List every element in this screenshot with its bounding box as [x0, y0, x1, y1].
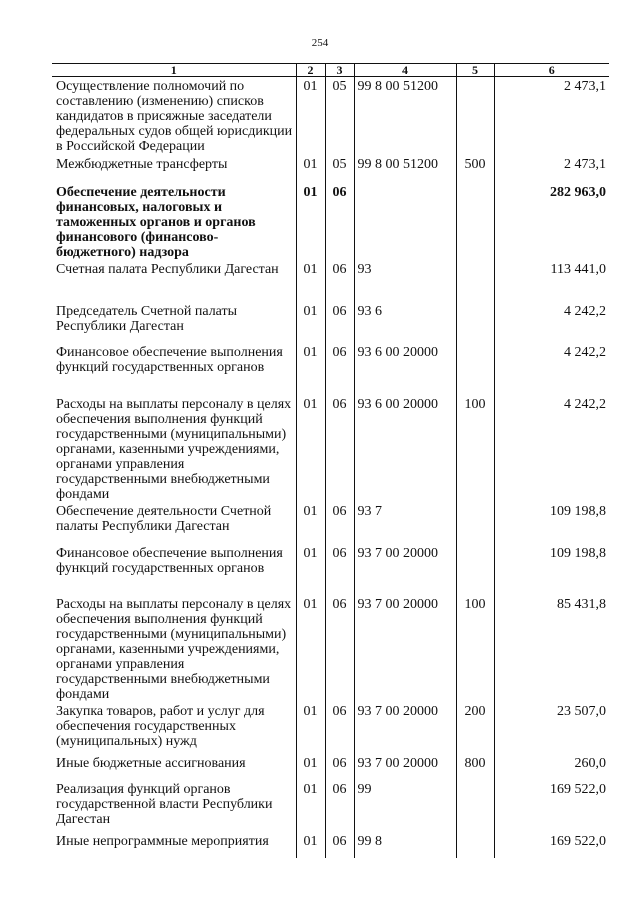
- target-article-code: 93 7 00 20000: [354, 702, 456, 754]
- subsection-code: 06: [325, 302, 354, 343]
- section-code: 01: [296, 832, 325, 858]
- table-row: [52, 832, 609, 858]
- target-article-code: 93 6: [354, 302, 456, 343]
- table-row: [52, 302, 609, 343]
- amount: 85 431,8: [494, 595, 609, 702]
- budget-table: [52, 63, 609, 858]
- table-row: [52, 155, 609, 183]
- target-article-code: 93 6 00 20000: [354, 343, 456, 395]
- expense-type-code: [456, 77, 494, 155]
- row-name: Осуществление полномочий по составлению (изменению) списков кандидатов в присяжные заседатели федеральных судов общей юрисдикции в Российской Федерации: [56, 79, 293, 154]
- table-row: [52, 260, 609, 302]
- amount: 2 473,1: [494, 77, 609, 155]
- section-code: 01: [296, 595, 325, 702]
- section-code: 01: [296, 754, 325, 780]
- table-header-row: [52, 64, 609, 77]
- section-code: 01: [296, 183, 325, 260]
- table-row: [52, 183, 609, 260]
- table-row: [52, 702, 609, 754]
- amount: 113 441,0: [494, 260, 609, 302]
- subsection-code: 06: [325, 544, 354, 595]
- section-code: 01: [296, 302, 325, 343]
- section-code: 01: [296, 395, 325, 502]
- amount: 23 507,0: [494, 702, 609, 754]
- subsection-code: 06: [325, 260, 354, 302]
- section-code: 01: [296, 260, 325, 302]
- header-col-4: 4: [354, 64, 456, 77]
- table-body: [52, 77, 609, 858]
- row-name: Расходы на выплаты персоналу в целях обеспечения выполнения функций государственными (муниципальными) органами, казенными учреждениями, органами управления государственными внебюджетными фондами: [56, 596, 292, 702]
- expense-type-code: 800: [456, 754, 494, 780]
- page-number: 254: [311, 37, 329, 49]
- section-code: 01: [296, 702, 325, 754]
- section-code: 01: [296, 77, 325, 155]
- expense-type-code: 100: [456, 395, 494, 502]
- table-row: [52, 343, 609, 395]
- subsection-code: 06: [325, 754, 354, 780]
- expense-type-code: [456, 260, 494, 302]
- row-name: Расходы на выплаты персоналу в целях обеспечения выполнения функций государственными (муниципальными) органами, казенными учреждениями, органами управления государственными внебюджетными фондами: [56, 396, 292, 502]
- table-row: [52, 595, 609, 702]
- section-code: 01: [296, 780, 325, 832]
- subsection-code: 05: [325, 155, 354, 183]
- subsection-code: 06: [325, 183, 354, 260]
- subsection-code: 05: [325, 77, 354, 155]
- amount: 4 242,2: [494, 343, 609, 395]
- target-article-code: 93 7 00 20000: [354, 754, 456, 780]
- subsection-code: 06: [325, 780, 354, 832]
- amount: 109 198,8: [494, 502, 609, 544]
- table-row: [52, 780, 609, 832]
- expense-type-code: [456, 502, 494, 544]
- table-row: [52, 544, 609, 595]
- amount: 4 242,2: [494, 395, 609, 502]
- target-article-code: 93 7 00 20000: [354, 544, 456, 595]
- subsection-code: 06: [325, 832, 354, 858]
- expense-type-code: [456, 832, 494, 858]
- row-name: Счетная палата Республики Дагестан: [56, 261, 279, 277]
- expense-type-code: [456, 343, 494, 395]
- amount: 169 522,0: [494, 780, 609, 832]
- amount: 282 963,0: [494, 183, 609, 260]
- row-name: Межбюджетные трансферты: [56, 156, 228, 172]
- section-code: 01: [296, 155, 325, 183]
- section-code: 01: [296, 343, 325, 395]
- amount: 260,0: [494, 754, 609, 780]
- target-article-code: 93 7: [354, 502, 456, 544]
- header-col-1: 1: [52, 64, 296, 77]
- table-row: [52, 502, 609, 544]
- amount: 4 242,2: [494, 302, 609, 343]
- subsection-code: 06: [325, 502, 354, 544]
- target-article-code: 99 8: [354, 832, 456, 858]
- subsection-code: 06: [325, 343, 354, 395]
- table-row: [52, 395, 609, 502]
- subsection-code: 06: [325, 395, 354, 502]
- row-name: Обеспечение деятельности финансовых, налоговых и таможенных органов и органов финансового (финансово-бюджетного) надзора: [56, 184, 256, 260]
- expense-type-code: [456, 183, 494, 260]
- target-article-code: 99: [354, 780, 456, 832]
- subsection-code: 06: [325, 702, 354, 754]
- section-code: 01: [296, 502, 325, 544]
- header-col-2: 2: [296, 64, 325, 77]
- header-col-5: 5: [456, 64, 494, 77]
- row-name: Финансовое обеспечение выполнения функций государственных органов: [56, 344, 283, 375]
- subsection-code: 06: [325, 595, 354, 702]
- row-name: Обеспечение деятельности Счетной палаты Республики Дагестан: [56, 503, 272, 534]
- section-code: 01: [296, 544, 325, 595]
- row-name: Иные непрограммные мероприятия: [56, 833, 269, 849]
- amount: 2 473,1: [494, 155, 609, 183]
- amount: 109 198,8: [494, 544, 609, 595]
- target-article-code: [354, 183, 456, 260]
- row-name: Финансовое обеспечение выполнения функций государственных органов: [56, 545, 283, 576]
- expense-type-code: 200: [456, 702, 494, 754]
- header-col-6: 6: [494, 64, 609, 77]
- expense-type-code: [456, 544, 494, 595]
- table-row: [52, 77, 609, 155]
- target-article-code: 99 8 00 51200: [354, 77, 456, 155]
- target-article-code: 93 7 00 20000: [354, 595, 456, 702]
- expense-type-code: [456, 302, 494, 343]
- table-row: [52, 754, 609, 780]
- target-article-code: 93: [354, 260, 456, 302]
- row-name: Реализация функций органов государственной власти Республики Дагестан: [56, 781, 273, 827]
- header-col-3: 3: [325, 64, 354, 77]
- expense-type-code: 500: [456, 155, 494, 183]
- expense-type-code: [456, 780, 494, 832]
- row-name: Председатель Счетной палаты Республики Дагестан: [56, 303, 238, 334]
- amount: 169 522,0: [494, 832, 609, 858]
- target-article-code: 99 8 00 51200: [354, 155, 456, 183]
- row-name: Закупка товаров, работ и услуг для обеспечения государственных (муниципальных) нужд: [56, 703, 265, 749]
- target-article-code: 93 6 00 20000: [354, 395, 456, 502]
- row-name: Иные бюджетные ассигнования: [56, 755, 246, 771]
- expense-type-code: 100: [456, 595, 494, 702]
